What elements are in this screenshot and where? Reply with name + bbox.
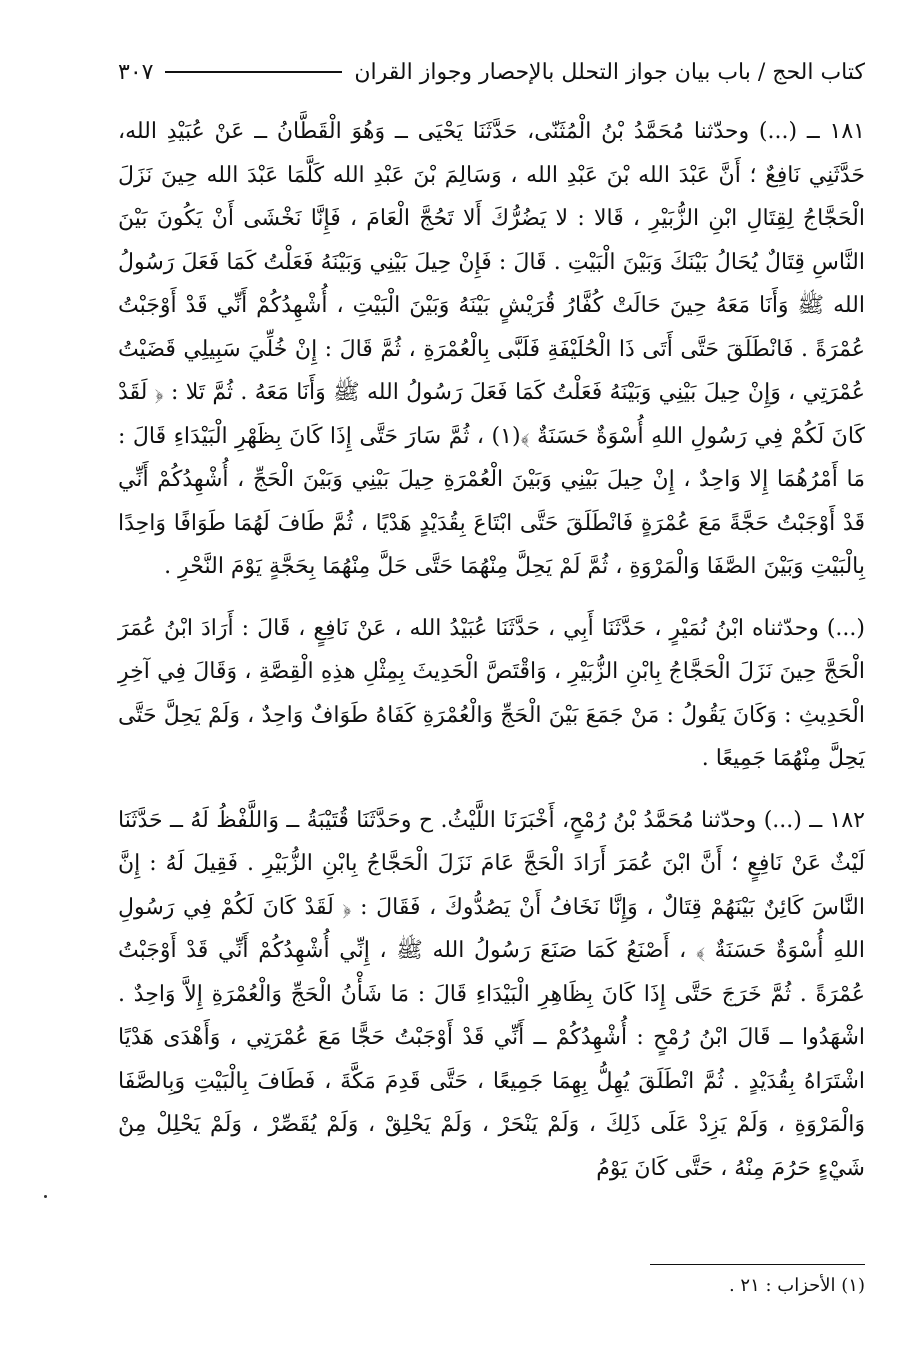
header-title: كتاب الحج / باب بيان جواز التحلل بالإحصار وجواز القران xyxy=(354,59,865,85)
header-rule xyxy=(165,71,342,73)
page-number: ٣٠٧ xyxy=(118,59,154,85)
scan-speck xyxy=(44,1195,47,1198)
running-header xyxy=(118,52,865,92)
hadith-181-variant-paragraph: (...) وحدّثناه ابْنُ نُمَيْرٍ ، حَدَّثَنَا أَبِي ، حَدَّثَنَا عُبَيْدُ الله ، عَنْ نَافِعٍ ، قَالَ : أَرَادَ ابْنُ عُمَرَ الْحَجَّ حِينَ نَزَلَ الْحَجَّاجُ بِابْنِ الزُّبَيْرِ ، وَاقْتَصَّ الْحَدِيثَ بِمِثْلِ هذِهِ الْقِصَّةِ ، وَقَالَ فِي آخِرِ الْحَدِيثِ : وَكَانَ يَقُولُ : مَنْ جَمَعَ بَيْنَ الْحَجِّ وَالْعُمْرَةِ كَفَاهُ طَوَافٌ وَاحِدٌ ، وَلَمْ يَحِلَّ حَتَّى يَحِلَّ مِنْهُمَا جَمِيعًا . xyxy=(118,615,865,771)
hadith-181-paragraph: ١٨١ ــ (...) وحدّثنا مُحَمَّدُ بْنُ الْمُثَنّى، حَدَّثَنَا يَحْيَى ــ وَهُوَ الْقَطَّانُ ــ عَنْ عُبَيْدِ الله، حَدَّثَنِي نَافِعٌ ؛ أَنَّ عَبْدَ الله بْنَ عَبْدِ الله ، وَسَالِمَ بْنَ عَبْدِ الله كَلَّمَا عَبْدَ الله حِينَ نَزَلَ الْحَجَّاجُ لِقِتَالِ ابْنِ الزُّبَيْرِ ، قَالا : لا يَضُرُّكَ أَلا تَحُجَّ الْعَامَ ، فَإِنَّا نَخْشَى أَنْ يَكُونَ بَيْنَ النَّاسِ قِتَالٌ يُحَالُ بَيْنَكَ وَبَيْنَ الْبَيْتِ . قَالَ : فَإِنْ حِيلَ بَيْنِي وَبَيْنَهُ فَعَلْتُ كَمَا فَعَلَ رَسُولُ الله ﷺ وَأَنَا مَعَهُ حِينَ حَالَتْ كُفَّارُ قُرَيْشٍ بَيْنَهُ وَبَيْنَ الْبَيْتِ ، أُشْهِدُكُمْ أَنِّي قَدْ أَوْجَبْتُ عُمْرَةً . فَانْطَلَقَ حَتَّى أَتَى ذَا الْحُلَيْفَةِ فَلَبَّى بِالْعُمْرَةِ ، ثُمَّ قَالَ : إِنْ خُلِّيَ سَبِيلِي قَضَيْتُ عُمْرَتِي ، وَإِنْ حِيلَ بَيْنِي وَبَيْنَهُ فَعَلْتُ كَمَا فَعَلَ رَسُولُ الله ﷺ وَأَنَا مَعَهُ . ثُمَّ تَلا : ﴿ لَقَدْ كَانَ لَكُمْ فِي رَسُولِ اللهِ أُسْوَةٌ حَسَنَةٌ ﴾(١) ، ثُمَّ سَارَ حَتَّى إِذَا كَانَ بِظَهْرِ الْبَيْدَاءِ قَالَ : مَا أَمْرُهُمَا إِلا وَاحِدٌ ، إِنْ حِيلَ بَيْنِي وَبَيْنَ الْعُمْرَةِ حِيلَ بَيْنِي وَبَيْنَ الْحَجِّ ، أُشْهِدُكُمْ أَنِّي قَدْ أَوْجَبْتُ حَجَّةً مَعَ عُمْرَةٍ فَانْطَلَقَ حَتَّى ابْتَاعَ بِقُدَيْدٍ هَدْيًا ، ثُمَّ طَافَ لَهُمَا طَوَافًا وَاحِدًا بِالْبَيْتِ وَبَيْنَ الصَّفَا وَالْمَرْوَةِ ، ثُمَّ لَمْ يَحِلَّ مِنْهُمَا حَتَّى حَلَّ مِنْهُمَا بِحَجَّةٍ يَوْمَ النَّحْرِ . xyxy=(118,119,865,579)
footnote-divider xyxy=(650,1264,865,1265)
hadith-182-paragraph: ١٨٢ ــ (...) وحدّثنا مُحَمَّدُ بْنُ رُمْحٍ، أَخْبَرَنَا اللَّيْثُ. ح وحَدَّثَنَا قُتَيْبَةُ ــ وَاللَّفْظُ لَهُ ــ حَدَّثَنَا لَيْثٌ عَنْ نَافِعٍ ؛ أَنَّ ابْنَ عُمَرَ أَرَادَ الْحَجَّ عَامَ نَزَلَ الْحَجَّاجُ بِابْنِ الزُّبَيْرِ . فَقِيلَ لَهُ : إِنَّ النَّاسَ كَائِنٌ بَيْنَهُمْ قِتَالٌ ، وَإِنَّا نَخَافُ أَنْ يَصُدُّوكَ ، فَقَالَ : ﴿ لَقَدْ كَانَ لَكُمْ فِي رَسُولِ اللهِ أُسْوَةٌ حَسَنَةٌ ﴾ ، أَصْنَعُ كَمَا صَنَعَ رَسُولُ الله ﷺ ، إِنِّي أُشْهِدُكُمْ أَنِّي قَدْ أَوْجَبْتُ عُمْرَةً . ثُمَّ خَرَجَ حَتَّى إِذَا كَانَ بِظَاهِرِ الْبَيْدَاءِ قَالَ : مَا شَأْنُ الْحَجِّ وَالْعُمْرَةِ إِلاَّ وَاحِدٌ . اشْهَدُوا ــ قَالَ ابْنُ رُمْحٍ : أُشْهِدُكُمْ ــ أَنِّي قَدْ أَوْجَبْتُ حَجًّا مَعَ عُمْرَتِي ، وَأَهْدَى هَدْيًا اشْتَرَاهُ بِقُدَيْدٍ . ثُمَّ انْطَلَقَ يُهِلُّ بِهِمَا جَمِيعًا ، حَتَّى قَدِمَ مَكَّةَ ، فَطَافَ بِالْبَيْتِ وَبِالصَّفَا وَالْمَرْوَةِ ، وَلَمْ يَزِدْ عَلَى ذَلِكَ ، وَلَمْ يَنْحَرْ ، وَلَمْ يَحْلِقْ ، وَلَمْ يُقَصِّرْ ، وَلَمْ يَحْلِلْ مِنْ شَيْءٍ حَرُمَ مِنْهُ ، حَتَّى كَانَ يَوْمُ xyxy=(118,807,865,1181)
footnote: (١) الأحزاب : ٢١ . xyxy=(728,1275,865,1296)
main-text xyxy=(118,110,865,1190)
